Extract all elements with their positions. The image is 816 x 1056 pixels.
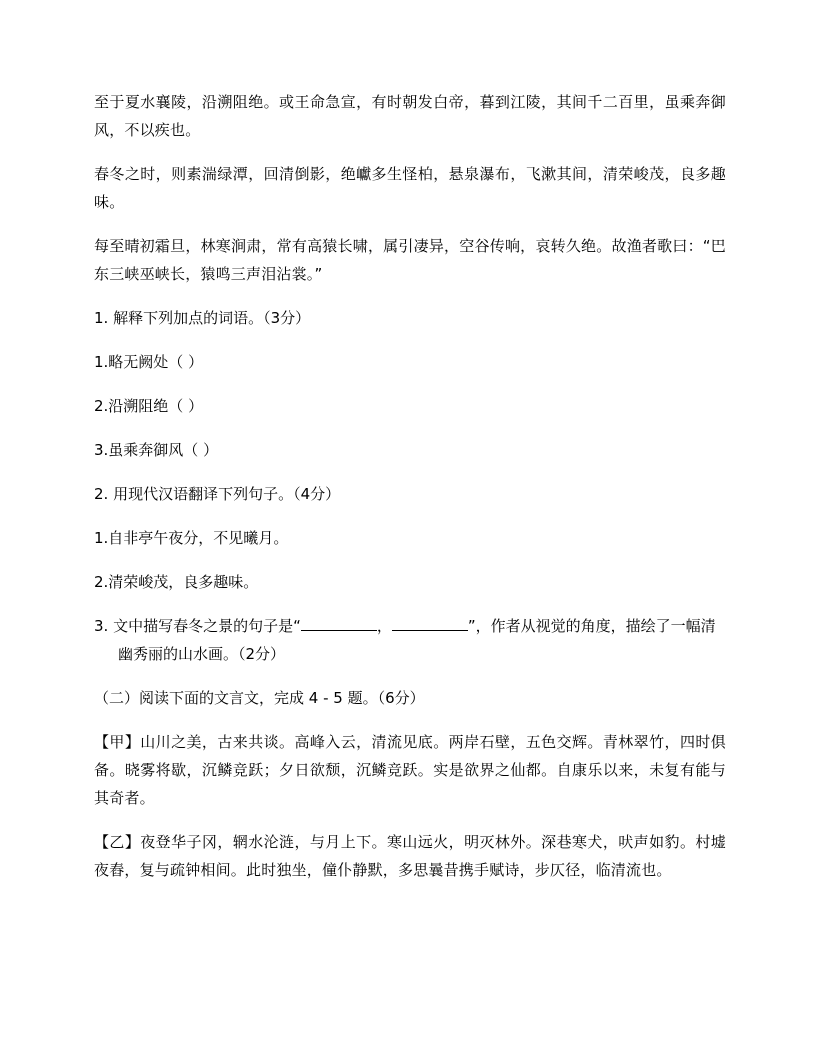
question-3-separator: ，: [376, 617, 392, 635]
question-1-item-3: 3.虽乘奔御风（ ）: [94, 441, 219, 459]
question-3: [94, 612, 726, 668]
question-1-title: 1. 解释下列加点的词语。（3分）: [94, 309, 311, 327]
question-3-suffix: ”，作者从视觉的角度，描绘了一幅清幽秀丽的山水画。（2分）: [118, 617, 716, 663]
question-2-title: 2. 用现代汉语翻译下列句子。（4分）: [94, 485, 341, 503]
answer-blank-1[interactable]: [301, 616, 377, 631]
question-2-item-2: 2.清荣峻茂，良多趣味。: [94, 573, 259, 591]
question-3-prefix: 3. 文中描写春冬之景的句子是“: [94, 617, 301, 635]
answer-blank-2[interactable]: [392, 616, 468, 631]
passage-yi: 【乙】夜登华子冈，辋水沦涟，与月上下。寒山远火，明灭林外。深巷寒犬，吠声如豹。村墟夜舂，复与疏钟相间。此时独坐，僮仆静默，多思曩昔携手赋诗，步仄径，临清流也。: [94, 833, 726, 879]
passage-paragraph-2: 春冬之时，则素湍绿潭，回清倒影，绝巘多生怪柏，悬泉瀑布，飞漱其间，清荣峻茂，良多趣味。: [94, 165, 726, 211]
document-page: [94, 88, 726, 900]
question-1-item-2: 2.沿溯阻绝（ ）: [94, 397, 204, 415]
question-1-item-1: 1.略无阙处（ ）: [94, 353, 204, 371]
question-2-item-1: 1.自非亭午夜分，不见曦月。: [94, 529, 289, 547]
passage-jia: 【甲】山川之美，古来共谈。高峰入云，清流见底。两岸石壁，五色交辉。青林翠竹，四时俱备。晓雾将歇，沉鳞竞跃；夕日欲颓，沉鳞竞跃。实是欲界之仙都。自康乐以来，未复有能与其奇者。: [94, 733, 726, 807]
passage-paragraph-3: 每至晴初霜旦，林寒涧肃，常有高猿长啸，属引凄异，空谷传响，哀转久绝。故渔者歌曰：“巴东三峡巫峡长，猿鸣三声泪沾裳。”: [94, 237, 726, 283]
passage-paragraph-1: 至于夏水襄陵，沿溯阻绝。或王命急宣，有时朝发白帝，暮到江陵，其间千二百里，虽乘奔御风，不以疾也。: [94, 93, 726, 139]
section-2-heading: （二）阅读下面的文言文，完成 4 - 5 题。（6分）: [94, 689, 425, 707]
